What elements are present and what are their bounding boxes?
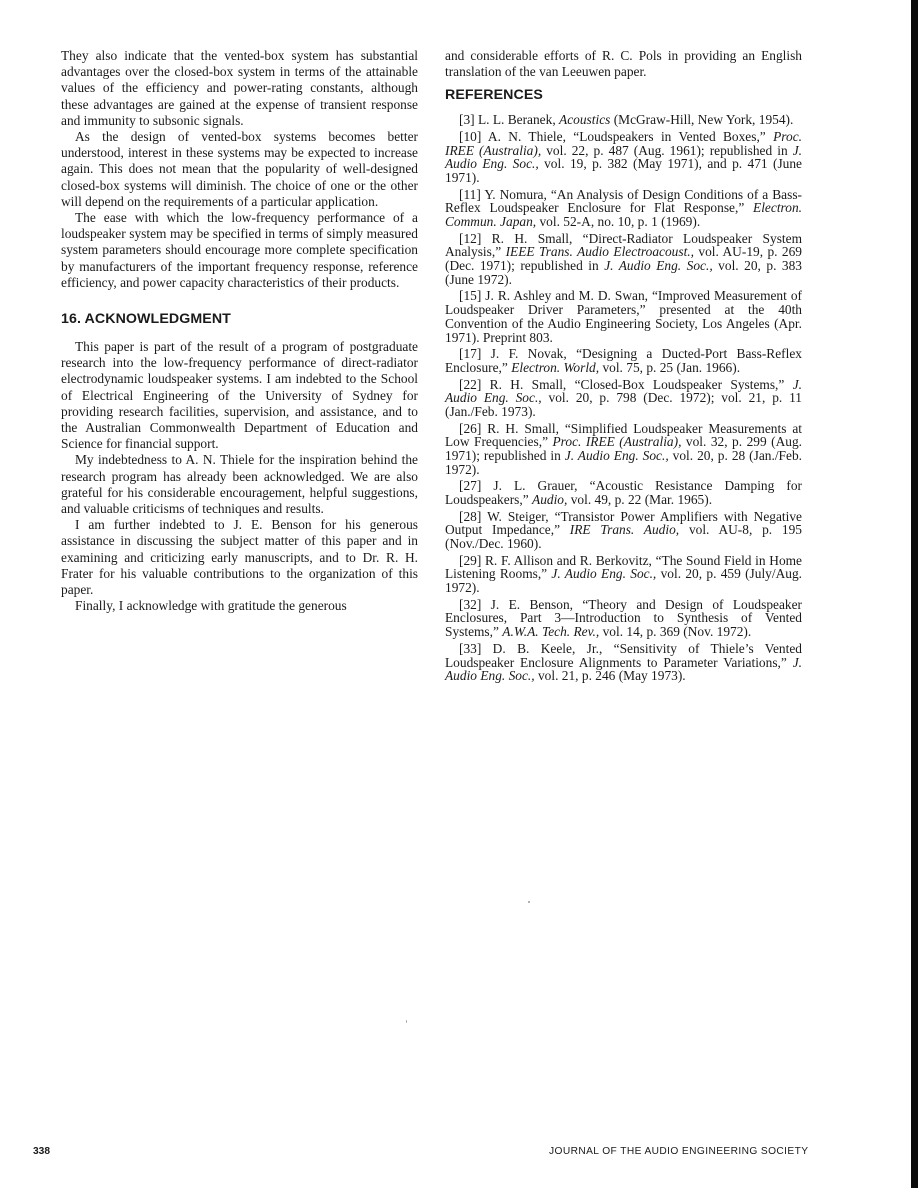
reference-source-title: IEEE Trans. Audio Electroacoust., — [505, 244, 694, 260]
reference-text: vol. 32, p. 299 (Aug. 1971); republished in — [445, 434, 802, 464]
body-paragraph: and considerable efforts of R. C. Pols in providing an English translation of the van Leeuwen paper. — [445, 48, 802, 80]
reference-entry — [445, 232, 802, 288]
reference-text: [17] J. F. Novak, “Designing a Ducted-Port Bass-Reflex Enclosure,” — [445, 346, 802, 376]
reference-entry — [445, 479, 802, 507]
left-column — [61, 48, 418, 615]
reference-text: [32] J. E. Benson, “Theory and Design of Loudspeaker Enclosures, Part 3—Introduction to Synthesis of Vented Systems,” — [445, 596, 802, 640]
page-number: 338 — [33, 1146, 50, 1157]
reference-entry — [445, 642, 802, 684]
reference-source-title: Electron. Commun. Japan, — [445, 200, 802, 230]
reference-source-title: J. Audio Eng. Soc., — [604, 258, 713, 274]
reference-text: [26] R. H. Small, “Simplified Loudspeaker Measurements at Low Frequencies,” — [445, 420, 802, 450]
right-column — [445, 48, 802, 686]
reference-entry — [445, 347, 802, 375]
reference-text: [33] D. B. Keele, Jr., “Sensitivity of Thiele’s Vented Loudspeaker Enclosure Alignments to Parameter Variations,” — [445, 640, 802, 670]
reference-entry — [445, 378, 802, 420]
reference-text: [28] W. Steiger, “Transistor Power Amplifiers with Negative Output Impedance,” — [445, 508, 802, 538]
reference-text: [12] R. H. Small, “Direct-Radiator Loudspeaker System Analysis,” — [445, 230, 802, 260]
reference-text: [15] J. R. Ashley and M. D. Swan, “Improved Measurement of Loudspeaker Driver Parameters,” presented at the 40th Convention of the Audio Engineering Society, Los Angeles (Apr. 1971). Preprint 803. — [445, 288, 802, 346]
body-paragraph: Finally, I acknowledge with gratitude the generous — [75, 598, 347, 614]
body-paragraph: This paper is part of the result of a program of postgraduate research into the low-frequency performance of direct-radiator electrodynamic loudspeaker systems. I am indebted to the School of Electrical Engineering of the University of Sydney for providing research facilities, supervision, and assistance, and to the Australian Commonwealth Department of Education and Science for financial support. — [61, 339, 418, 452]
reference-text: vol. 14, p. 369 (Nov. 1972). — [599, 624, 752, 640]
reference-text: [27] J. L. Grauer, “Acoustic Resistance Damping for Loudspeakers,” — [445, 478, 802, 508]
reference-text: vol. 75, p. 25 (Jan. 1966). — [599, 360, 741, 376]
reference-text: [29] R. F. Allison and R. Berkovitz, “The Sound Field in Home Listening Rooms,” — [445, 552, 802, 582]
reference-source-title: Proc. IREE (Australia), — [552, 434, 682, 450]
reference-text: vol. 49, p. 22 (Mar. 1965). — [567, 492, 713, 508]
reference-text: vol. 20, p. 383 (June 1972). — [445, 258, 803, 288]
scan-speck — [406, 1020, 407, 1023]
reference-source-title: J. Audio Eng. Soc., — [445, 654, 802, 684]
body-paragraph: The ease with which the low-frequency performance of a loudspeaker system may be specified in terms of simply measured system parameters should encourage more complete specification by manufacturers of the important frequency response, reference efficiency, and power capacity characteristics of their products. — [61, 210, 418, 290]
reference-text: vol. 19, p. 382 (May 1971), and p. 471 (June 1971). — [445, 156, 802, 186]
reference-source-title: A.W.A. Tech. Rev., — [502, 624, 600, 640]
reference-entry — [445, 130, 802, 186]
reference-source-title: J. Audio Eng. Soc., — [445, 376, 802, 406]
reference-entry — [445, 188, 802, 230]
reference-source-title: J. Audio Eng. Soc., — [445, 142, 802, 172]
reference-entry — [445, 510, 802, 552]
body-paragraph: As the design of vented-box systems becomes better understood, interest in these systems may be expected to increase again. This does not mean that the popularity of well-designed closed-box systems will diminish. The choice of one or the other will depend on the requirements of a particular application. — [61, 129, 418, 209]
reference-text: vol. 22, p. 487 (Aug. 1961); republished in — [541, 142, 793, 158]
body-paragraph: I am further indebted to J. E. Benson for his generous assistance in discussing the subject matter of this paper and in examining and criticizing early manuscripts, and to Dr. R. H. Frater for his valuable contributions to the organization of this paper. — [61, 517, 418, 598]
reference-text: (McGraw-Hill, New York, 1954). — [610, 112, 794, 128]
reference-text: [22] R. H. Small, “Closed-Box Loudspeaker Systems,” — [459, 376, 793, 392]
reference-source-title: Audio, — [532, 492, 568, 508]
reference-text: [3] L. L. Beranek, — [459, 112, 560, 128]
journal-name: JOURNAL OF THE AUDIO ENGINEERING SOCIETY — [549, 1146, 809, 1157]
reference-source-title: J. Audio Eng. Soc., — [551, 566, 657, 582]
reference-text: vol. 21, p. 246 (May 1973). — [534, 668, 686, 684]
scan-edge-bar — [911, 0, 918, 1188]
reference-text: vol. 52-A, no. 10, p. 1 (1969). — [536, 214, 701, 230]
reference-text: [10] A. N. Thiele, “Loudspeakers in Vented Boxes,” — [459, 128, 774, 144]
body-paragraph: They also indicate that the vented-box system has substantial advantages over the closed-box system in terms of the attainable values of the efficiency and power-rating constants, although these advantages are gained at the expense of transient response and immunity to subsonic signals. — [61, 48, 418, 128]
section-heading-references: REFERENCES — [445, 87, 543, 104]
scan-speck — [528, 901, 530, 903]
reference-source-title: Proc. IREE (Australia), — [445, 128, 802, 158]
reference-list — [445, 113, 802, 683]
reference-source-title: J. Audio Eng. Soc., — [564, 448, 669, 464]
reference-entry — [445, 113, 802, 127]
reference-text: [11] Y. Nomura, “An Analysis of Design Conditions of a Bass-Reflex Loudspeaker Enclosure for Flat Response,” — [445, 186, 802, 216]
reference-entry — [445, 422, 802, 478]
reference-text: vol. 20, p. 459 (July/Aug. 1972). — [445, 566, 802, 596]
reference-entry — [445, 554, 802, 596]
reference-text: vol. 20, p. 28 (Jan./Feb. 1972). — [445, 448, 802, 478]
reference-source-title: IRE Trans. Audio, — [569, 522, 680, 538]
reference-text: vol. AU-8, p. 195 (Nov./Dec. 1960). — [445, 522, 802, 552]
reference-source-title: Acoustics — [559, 112, 611, 128]
body-paragraph: My indebtedness to A. N. Thiele for the inspiration behind the research program has already been acknowledged. We are also grateful for his considerable encouragement, helpful suggestions, and valuable criticisms of techniques and results. — [61, 452, 418, 517]
reference-source-title: Electron. World, — [511, 360, 600, 376]
reference-text: vol. 20, p. 798 (Dec. 1972); vol. 21, p. 11 (Jan./Feb. 1973). — [445, 390, 802, 420]
section-heading-acknowledgment: 16. ACKNOWLEDGMENT — [61, 311, 231, 328]
reference-entry — [445, 289, 802, 345]
reference-text: vol. AU-19, p. 269 (Dec. 1971); republished in — [445, 244, 802, 274]
reference-entry — [445, 598, 802, 640]
